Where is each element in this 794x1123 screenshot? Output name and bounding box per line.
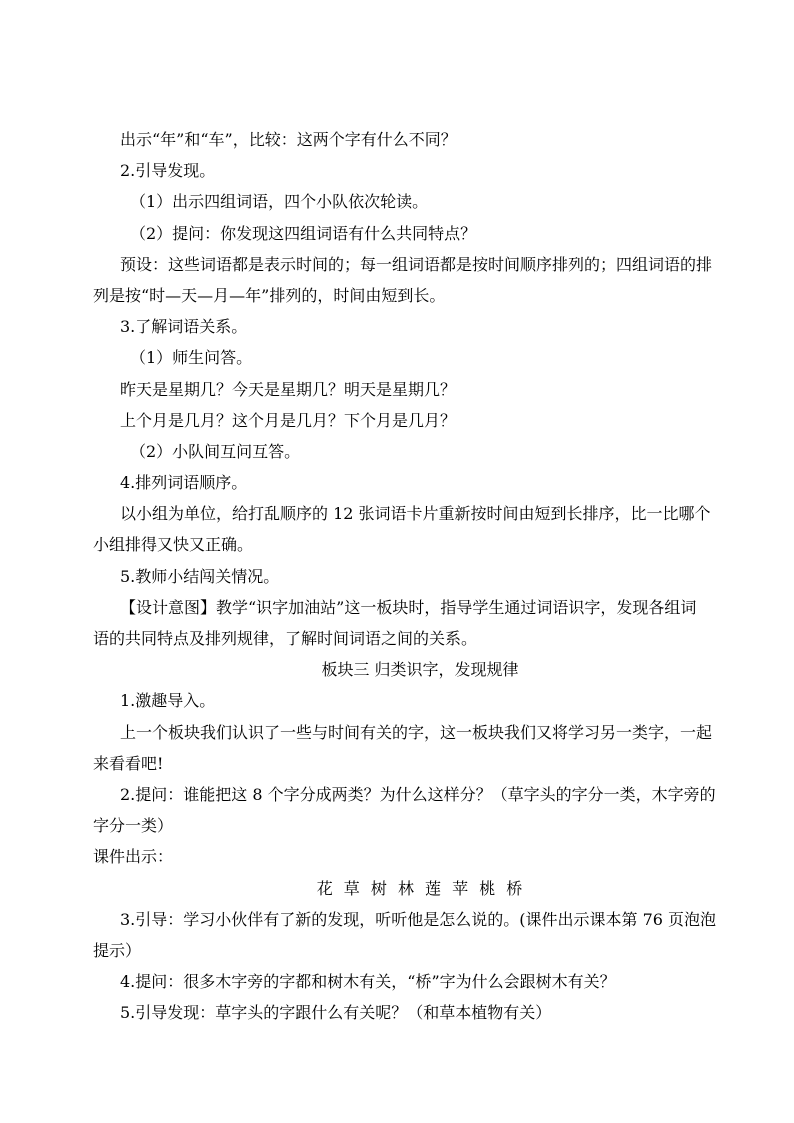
document-page xyxy=(93,124,720,1028)
section3-step-4: 4.提问：很多木字旁的字都和树木有关，“桥”字为什么会跟树木有关？ xyxy=(120,972,616,992)
section-title: 板块三 归类识字，发现规律 xyxy=(321,660,519,680)
step-4-heading: 4.排列词语顺序。 xyxy=(120,473,248,493)
step-3-item-1: （1）师生问答。 xyxy=(130,348,253,368)
step-3-item-2: （2）小队间互问互答。 xyxy=(130,441,301,461)
section3-step-3-line-2: 提示） xyxy=(93,940,142,960)
design-intent-line-2: 语的共同特点及排列规律，了解时间词语之间的关系。 xyxy=(93,629,478,648)
section3-step-2-line-1: 2.提问：谁能把这 8 个字分成两类？为什么这样分？（草字头的字分一类，木字旁的 xyxy=(120,784,716,804)
step-3-heading: 3.了解词语关系。 xyxy=(120,317,248,337)
preset-answer-line-2: 列是按“时—天—月—年”排列的，时间由短到长。 xyxy=(93,285,446,305)
preset-answer-line-1: 预设：这些词语都是表示时间的；每一组词语都是按时间顺序排列的；四组词语的排 xyxy=(120,254,713,274)
step-4-text-line-2: 小组排得又快又正确。 xyxy=(93,535,254,555)
section3-step-1: 1.激趣导入。 xyxy=(120,691,216,711)
section3-step-2-line-2: 字分一类） xyxy=(93,816,174,836)
question-days: 昨天是星期几？今天是星期几？明天是星期几？ xyxy=(120,379,457,399)
section3-step-5: 5.引导发现：草字头的字跟什么有关呢？（和草本植物有关） xyxy=(120,1003,552,1023)
courseware-label: 课件出示： xyxy=(93,847,174,867)
section3-intro-line-2: 来看看吧! xyxy=(93,753,164,773)
step-2-heading: 2.引导发现。 xyxy=(120,161,216,181)
question-months: 上个月是几月？这个月是几月？下个月是几月？ xyxy=(120,410,457,430)
step-2-item-1: （1）出示四组词语，四个小队依次轮读。 xyxy=(130,192,429,212)
step-5-heading: 5.教师小结闯关情况。 xyxy=(120,566,280,586)
paragraph-compare-chars: 出示“年”和“车”，比较：这两个字有什么不同？ xyxy=(120,130,457,149)
section3-intro-line-1: 上一个板块我们认识了一些与时间有关的字，这一板块我们又将学习另一类字，一起 xyxy=(120,722,713,742)
step-4-text-line-1: 以小组为单位，给打乱顺序的 12 张词语卡片重新按时间由短到长排序，比一比哪个 xyxy=(120,504,711,524)
character-list: 花 草 树 林 莲 苹 桃 桥 xyxy=(316,878,524,898)
step-2-item-2: （2）提问：你发现这四组词语有什么共同特点？ xyxy=(130,223,477,243)
section3-step-3-line-1: 3.引导：学习小伙伴有了新的发现，听听他是怎么说的。(课件出示课本第 76 页泡泡 xyxy=(120,909,717,929)
design-intent-line-1: 【设计意图】教学“识字加油站”这一板块时，指导学生通过词语识字，发现各组词 xyxy=(120,597,697,617)
